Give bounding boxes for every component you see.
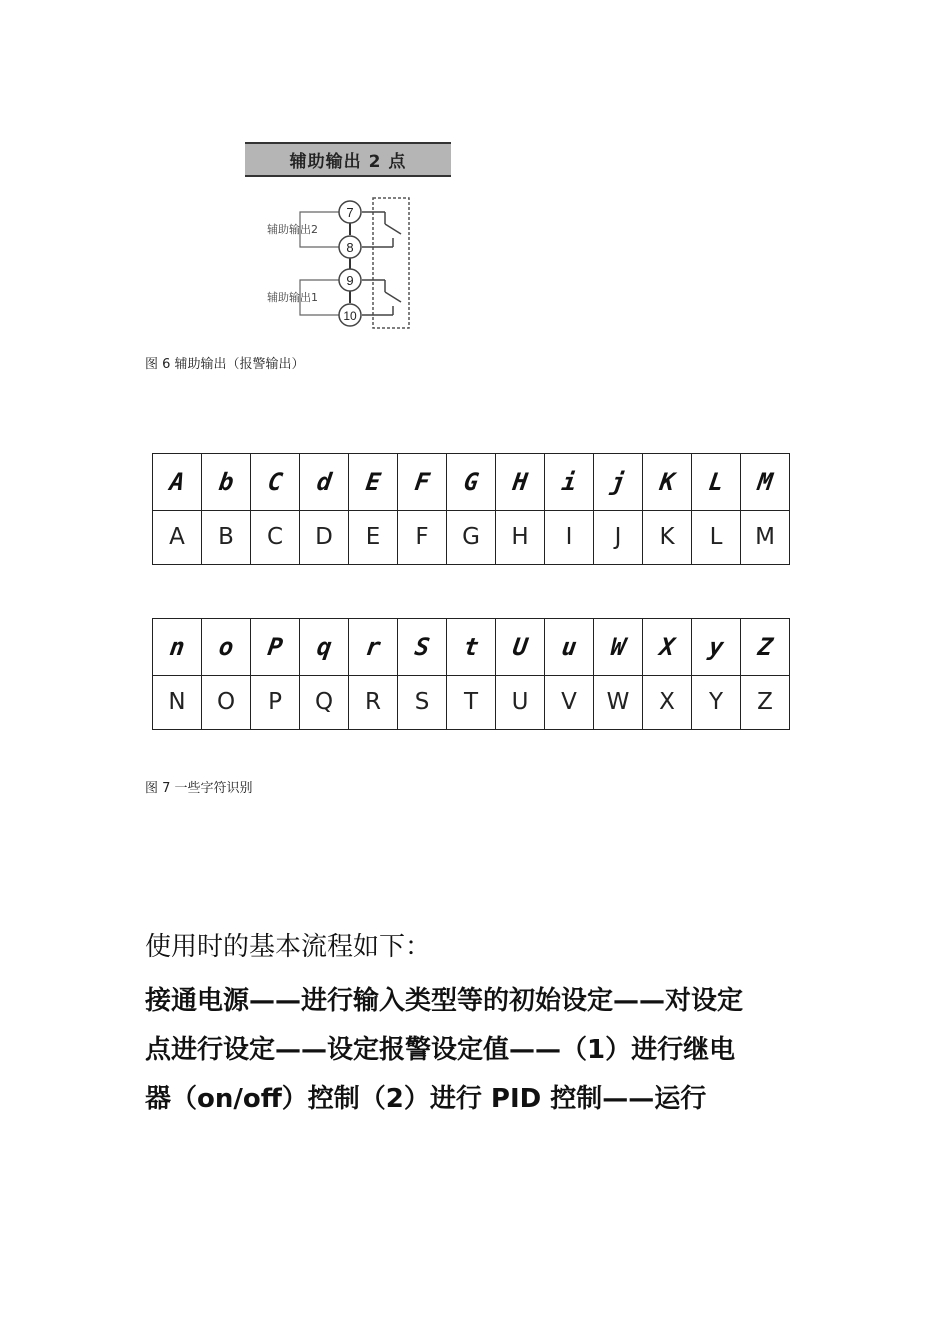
segment-cell: [594, 454, 643, 511]
latin-cell: P: [251, 675, 300, 729]
segment-char: q: [314, 632, 334, 661]
procedure-heading: 使用时的基本流程如下：: [145, 932, 432, 962]
segment-cell: [643, 619, 692, 676]
latin-cell: Q: [300, 675, 349, 729]
segment-cell: [153, 454, 202, 511]
output1-label: 辅助输出1: [267, 291, 318, 304]
latin-row: [153, 675, 790, 729]
segment-char: G: [461, 467, 481, 496]
segment-cell: [202, 619, 251, 676]
segment-char: C: [265, 467, 285, 496]
segment-cell: [447, 619, 496, 676]
latin-cell: S: [398, 675, 447, 729]
segment-cell: [692, 619, 741, 676]
latin-cell: I: [545, 510, 594, 564]
latin-cell: L: [692, 510, 741, 564]
segment-char: X: [657, 632, 677, 661]
latin-cell: F: [398, 510, 447, 564]
segment-cell: [545, 619, 594, 676]
latin-cell: H: [496, 510, 545, 564]
segment-char: W: [608, 632, 628, 661]
figure7-caption: 图 7 一些字符识别: [145, 781, 253, 796]
segment-char: E: [363, 467, 383, 496]
segment-cell: [349, 454, 398, 511]
latin-cell: W: [594, 675, 643, 729]
segment-cell: [447, 454, 496, 511]
wiring-drawing: [245, 142, 460, 332]
segment-cell: [398, 454, 447, 511]
latin-cell: J: [594, 510, 643, 564]
segment-char: y: [706, 632, 726, 661]
latin-cell: G: [447, 510, 496, 564]
segment-char: i: [559, 467, 579, 496]
latin-cell: R: [349, 675, 398, 729]
segment-cell: [496, 619, 545, 676]
procedure-paragraph: [145, 977, 825, 1124]
segment-char: S: [412, 632, 432, 661]
segment-char: Z: [755, 632, 775, 661]
diagram-header: 辅助输出 2 点: [245, 142, 451, 177]
segment-char: b: [216, 467, 236, 496]
segment-cell: [741, 619, 790, 676]
segment-char: P: [265, 632, 285, 661]
figure6-caption: 图 6 辅助输出（报警输出）: [145, 357, 305, 372]
segment-row: [153, 619, 790, 676]
latin-cell: M: [741, 510, 790, 564]
segment-cell: [251, 619, 300, 676]
segment-char: n: [167, 632, 187, 661]
latin-row: [153, 510, 790, 564]
segment-cell: [594, 619, 643, 676]
latin-cell: Y: [692, 675, 741, 729]
segment-char: L: [706, 467, 726, 496]
terminal-10-label: 10: [343, 309, 357, 323]
segment-char: F: [412, 467, 432, 496]
segment-char: U: [510, 632, 530, 661]
latin-cell: T: [447, 675, 496, 729]
segment-char: u: [559, 632, 579, 661]
latin-cell: N: [153, 675, 202, 729]
terminal-9-label: 9: [346, 273, 354, 288]
latin-cell: C: [251, 510, 300, 564]
segment-char: o: [216, 632, 236, 661]
latin-cell: B: [202, 510, 251, 564]
latin-cell: U: [496, 675, 545, 729]
segment-cell: [153, 619, 202, 676]
latin-cell: D: [300, 510, 349, 564]
segment-char: j: [608, 467, 628, 496]
char-table-row2: [152, 618, 790, 730]
segment-cell: [300, 619, 349, 676]
segment-cell: [398, 619, 447, 676]
segment-char: A: [167, 467, 187, 496]
procedure-line: 点进行设定——设定报警设定值——（1）进行继电: [145, 1035, 736, 1065]
segment-char: t: [461, 632, 481, 661]
latin-cell: V: [545, 675, 594, 729]
segment-row: [153, 454, 790, 511]
latin-cell: O: [202, 675, 251, 729]
latin-cell: X: [643, 675, 692, 729]
segment-cell: [545, 454, 594, 511]
segment-cell: [741, 454, 790, 511]
terminal-8-label: 8: [346, 240, 354, 255]
segment-cell: [496, 454, 545, 511]
segment-char: d: [314, 467, 334, 496]
segment-cell: [202, 454, 251, 511]
output2-label: 辅助输出2: [267, 223, 318, 236]
segment-cell: [300, 454, 349, 511]
latin-cell: K: [643, 510, 692, 564]
segment-cell: [251, 454, 300, 511]
latin-cell: A: [153, 510, 202, 564]
segment-char: r: [363, 632, 383, 661]
segment-cell: [692, 454, 741, 511]
segment-cell: [349, 619, 398, 676]
segment-cell: [643, 454, 692, 511]
procedure-line: 器（on/off）控制（2）进行 PID 控制——运行: [145, 1084, 707, 1114]
segment-char: H: [510, 467, 530, 496]
latin-cell: E: [349, 510, 398, 564]
terminal-7-label: 7: [346, 205, 354, 220]
procedure-line: 接通电源——进行输入类型等的初始设定——对设定: [145, 986, 744, 1016]
char-table-row1: [152, 453, 790, 565]
segment-char: K: [657, 467, 677, 496]
segment-char: M: [755, 467, 775, 496]
latin-cell: Z: [741, 675, 790, 729]
aux-output-diagram: [245, 142, 460, 332]
